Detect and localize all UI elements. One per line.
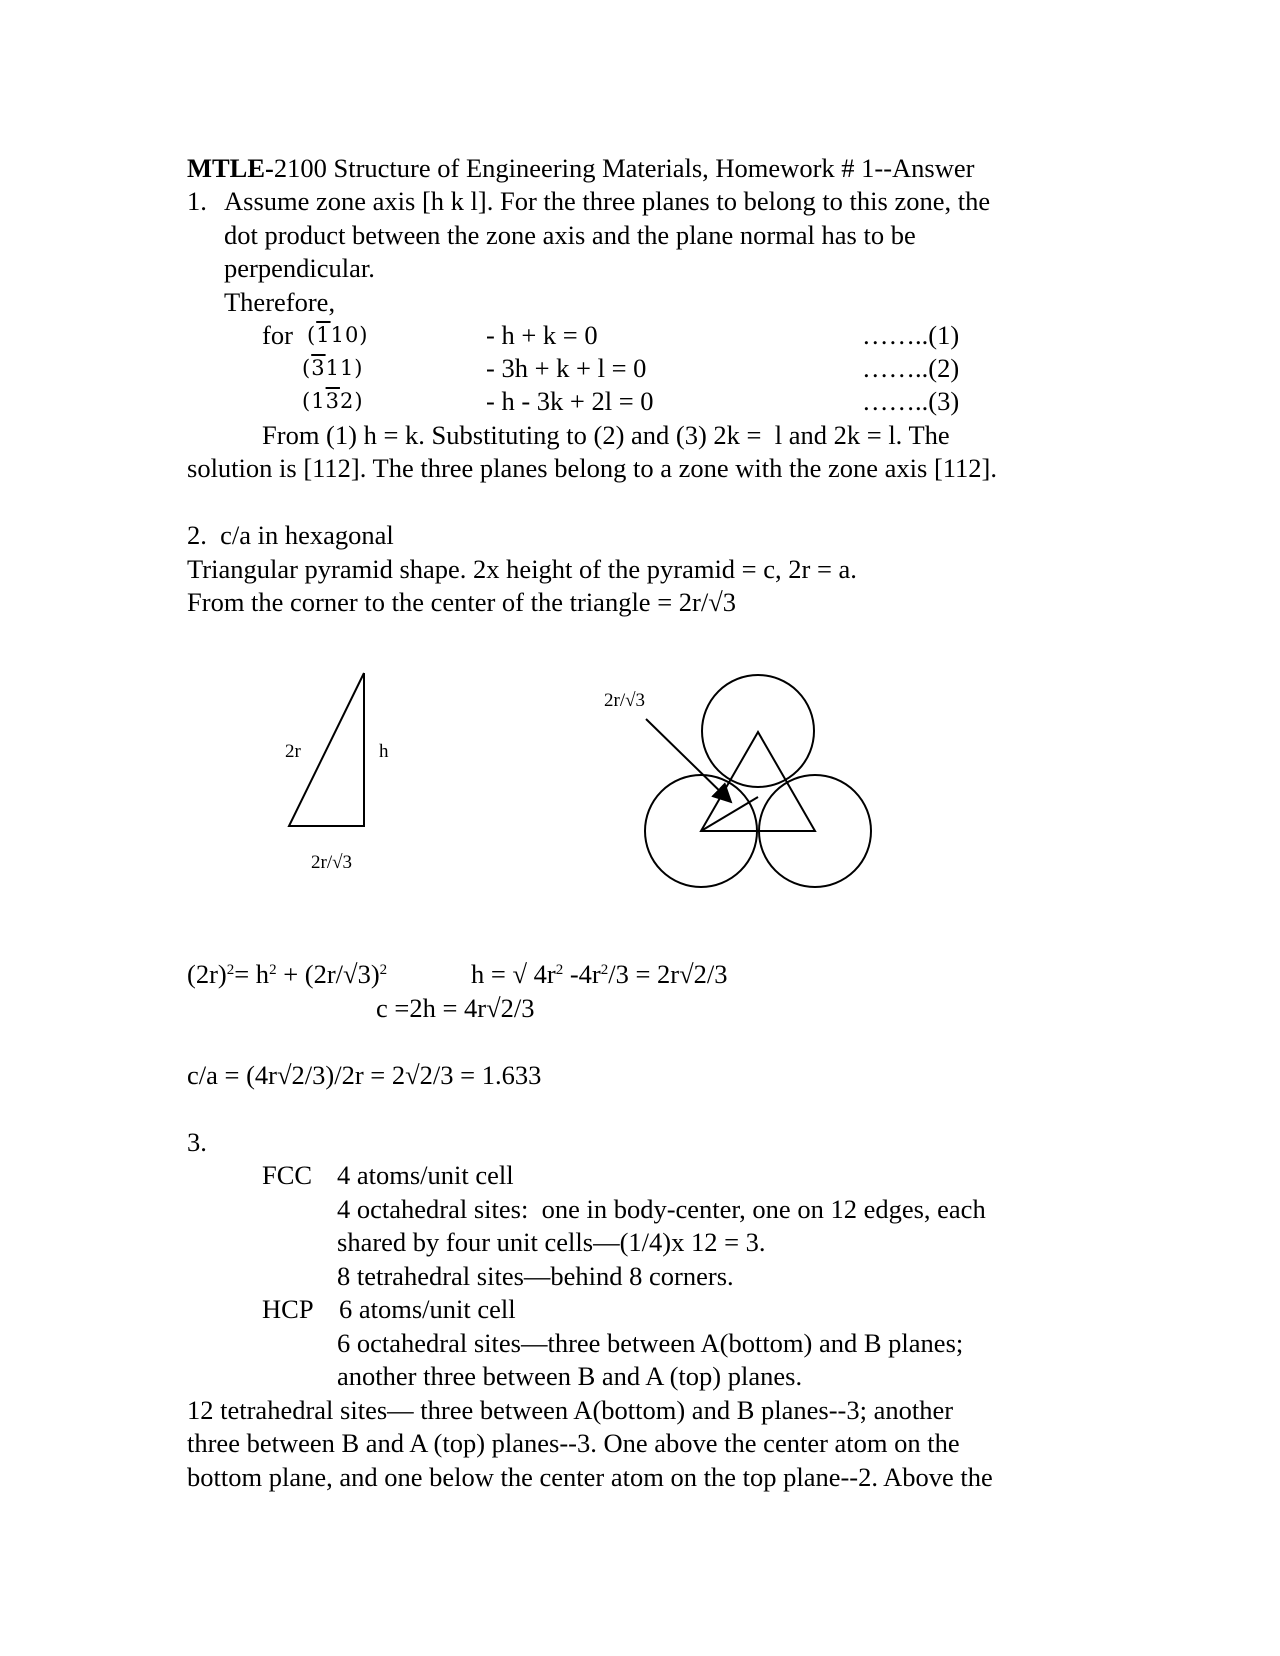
center-line	[701, 797, 758, 831]
equation-2-ref: ……..(2)	[862, 353, 960, 383]
q1-solution-2: solution is [112]. The three planes belong to a zone with the zone axis [112].	[187, 453, 998, 483]
q1-number: 1.	[187, 186, 207, 216]
center-triangle	[701, 732, 815, 831]
q1-for-label: for	[262, 320, 293, 350]
tetrahedral-line-1: 12 tetrahedral sites— three between A(bottom) and B planes--3; another	[187, 1395, 954, 1425]
pythagoras-equation: $(2r)^2= h^2 + (2r/√3)^2$	[187, 959, 388, 989]
q1-line-1: Assume zone axis [h k l]. For the three planes to belong to this zone, the	[224, 186, 991, 216]
pointer-arrow	[646, 719, 731, 802]
equation-3-ref: ……..(3)	[862, 386, 960, 416]
plane-2-label: (311)	[302, 356, 364, 380]
fcc-label: FCC	[262, 1160, 313, 1190]
arrow-label: 2r/√3	[604, 690, 646, 711]
fcc-atoms: 4 atoms/unit cell	[337, 1160, 514, 1190]
q2-heading: 2. c/a in hexagonal	[187, 520, 394, 550]
plane-3-label: (132)	[302, 389, 364, 413]
q1-solution-1: From (1) h = k. Substituting to (2) and (3) 2k = l and 2k = l. The	[262, 420, 950, 450]
height-equation: h = √ $4r^2$ $-4r^2/3 = 2r√2/3$	[471, 959, 728, 989]
height-label: h	[379, 741, 389, 762]
q1-therefore: Therefore,	[224, 287, 336, 317]
c-equation: c =2h = 4r√2/3	[376, 993, 535, 1023]
tetrahedral-line-2: three between B and A (top) planes--3. One above the center atom on the	[187, 1428, 960, 1458]
fcc-octahedral-2: shared by four unit cells—(1/4)x 12 = 3.	[337, 1227, 766, 1257]
course-prefix: MTLE-	[187, 153, 274, 183]
tetrahedral-line-3: bottom plane, and one below the center atom on the top plane--2. Above the	[187, 1462, 993, 1492]
plane-1-label: (110)	[307, 323, 369, 347]
hcp-octahedral-1: 6 octahedral sites—three between A(bottom) and B planes;	[337, 1328, 964, 1358]
ca-ratio-result: c/a = (4r√2/3)/2r = 2√2/3 = 1.633	[187, 1060, 542, 1090]
hcp-octahedral-2: another three between B and A (top) planes.	[337, 1361, 803, 1391]
q2-line-2: From the corner to the center of the triangle = 2r/√3	[187, 587, 736, 617]
equation-1: - h + k = 0	[486, 320, 598, 350]
hypotenuse-label: 2r	[285, 741, 301, 762]
q1-line-3: perpendicular.	[224, 253, 375, 283]
circles-figure	[645, 675, 871, 887]
equation-1-ref: ……..(1)	[862, 320, 960, 350]
q3-number: 3.	[187, 1127, 207, 1157]
fcc-octahedral-1: 4 octahedral sites: one in body-center, one on 12 edges, each	[337, 1194, 986, 1224]
hcp-atoms: 6 atoms/unit cell	[339, 1294, 516, 1324]
equation-2: - 3h + k + l = 0	[486, 353, 647, 383]
base-label: 2r/√3	[311, 852, 353, 873]
equation-3: - h - 3k + 2l = 0	[486, 386, 654, 416]
hcp-label: HCP	[262, 1294, 314, 1324]
q2-line-1: Triangular pyramid shape. 2x height of the pyramid = c, 2r = a.	[187, 554, 857, 584]
q1-line-2: dot product between the zone axis and the plane normal has to be	[224, 220, 916, 250]
fcc-tetrahedral: 8 tetrahedral sites—behind 8 corners.	[337, 1261, 734, 1291]
title-text: 2100 Structure of Engineering Materials, Homework # 1--Answer	[273, 153, 975, 183]
